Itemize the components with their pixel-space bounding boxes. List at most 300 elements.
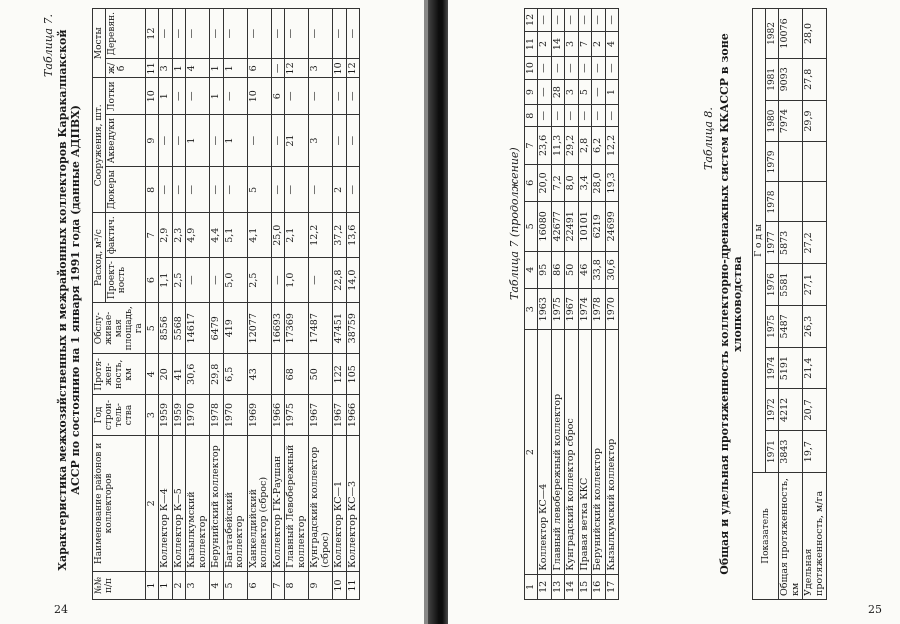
akveduki-count: —: [247, 114, 271, 166]
row-number: 13: [551, 574, 565, 599]
row-number: 14: [565, 574, 579, 599]
collector-name: Ханкелдийский коллектор (сброс): [247, 435, 271, 571]
year-cell: 1971: [766, 431, 779, 473]
column-index-cell: 7: [146, 213, 159, 258]
lotki-count: —: [551, 57, 565, 80]
served-area-ha: 42677: [551, 202, 565, 252]
akveduki-count: 28: [551, 79, 565, 104]
year-cell: 1982: [766, 9, 779, 59]
length-km: 33,8: [592, 251, 606, 288]
dukery-count: —: [309, 167, 333, 213]
flow-actual: 4,4: [210, 213, 224, 258]
length-km: 20: [159, 354, 173, 395]
lotki-count: —: [578, 57, 592, 80]
indicator-value: [803, 142, 827, 182]
bridges-wooden: —: [565, 9, 579, 32]
column-index-cell: 12: [146, 9, 159, 59]
collector-name: Кызылкумский коллектор: [605, 330, 619, 574]
row-number: 12: [538, 574, 552, 599]
served-area-ha: 14617: [186, 303, 210, 354]
served-area-ha: 10101: [578, 202, 592, 252]
flow-design: —: [271, 258, 285, 303]
akveduki-count: —: [538, 79, 552, 104]
col-structures-header: Сооружения, шт.: [93, 78, 106, 213]
indicator-value: 4212: [779, 389, 803, 431]
lotki-count: —: [309, 78, 333, 115]
table-row: [551, 9, 565, 600]
akveduki-count: —: [159, 114, 173, 166]
lotki-count: —: [333, 78, 347, 115]
collector-name: Коллектор К—4: [159, 435, 173, 571]
bridges-zhb: 12: [285, 59, 309, 78]
row-number: 9: [309, 571, 333, 599]
akveduki-count: —: [172, 114, 186, 166]
collector-name: Кызылкумский коллектор: [186, 435, 210, 571]
construction-year: 1978: [210, 395, 224, 436]
dukery-count: —: [551, 105, 565, 127]
construction-year: 1967: [309, 395, 333, 436]
table-row: [333, 9, 347, 600]
bridges-wooden: —: [578, 9, 592, 32]
column-index-cell: 4: [146, 354, 159, 395]
length-km: 86: [551, 251, 565, 288]
bridges-wooden: —: [285, 9, 309, 59]
lotki-count: —: [592, 57, 606, 80]
bridges-wooden: —: [346, 9, 360, 59]
year-cell: 1978: [766, 182, 779, 222]
table-row: [605, 9, 619, 600]
column-index-cell: 3: [146, 395, 159, 436]
length-km: [271, 354, 285, 395]
flow-design: 19,3: [605, 164, 619, 201]
collector-name: Коллектор ГК-Раушан: [271, 435, 285, 571]
flow-actual: 23,6: [538, 127, 552, 164]
indicator-value: 10076: [779, 9, 803, 59]
table-8-label: Таблица 8.: [702, 107, 715, 170]
flow-design: 22,8: [333, 258, 347, 303]
indicator-value: 27,8: [803, 58, 827, 100]
served-area-ha: 38759: [346, 303, 360, 354]
akveduki-count: —: [333, 114, 347, 166]
table-row: [186, 9, 210, 600]
dukery-count: —: [159, 167, 173, 213]
table-row: [779, 9, 803, 600]
bridges-wooden: —: [592, 9, 606, 32]
indicator-value: 28,0: [803, 9, 827, 59]
indicator-value: 5581: [779, 264, 803, 306]
length-km: 43: [247, 354, 271, 395]
indicator-value: 29,9: [803, 100, 827, 142]
row-number: 8: [285, 571, 309, 599]
length-km: 50: [309, 354, 333, 395]
dukery-count: —: [605, 105, 619, 127]
column-index-cell: 4: [525, 251, 538, 288]
indicator-value: 5873: [779, 222, 803, 264]
column-index-cell: 5: [525, 202, 538, 252]
row-number: 16: [592, 574, 606, 599]
row-number: 4: [210, 571, 224, 599]
construction-year: 1969: [247, 395, 271, 436]
flow-actual: 37,2: [333, 213, 347, 258]
construction-year: 1970: [605, 288, 619, 329]
bridges-zhb: 1: [172, 59, 186, 78]
column-index-cell: 9: [146, 114, 159, 166]
year-cell: 1979: [766, 142, 779, 182]
right-page-content: [464, 8, 884, 600]
bridges-zhb: 2: [538, 31, 552, 56]
served-area-ha: 47451: [333, 303, 347, 354]
left-page: [0, 0, 432, 624]
bridges-zhb: 6: [247, 59, 271, 78]
collector-name: Кунградский коллектор (сброс): [309, 435, 333, 571]
akveduki-count: —: [210, 114, 224, 166]
bridges-zhb: —: [271, 59, 285, 78]
length-km: 95: [538, 251, 552, 288]
flow-design: 8,0: [565, 164, 579, 201]
flow-design: 7,2: [551, 164, 565, 201]
bridges-wooden: —: [210, 9, 224, 59]
collector-name: Коллектор КС—4: [538, 330, 552, 574]
right-page: [448, 0, 900, 624]
table-row: [159, 9, 173, 600]
length-km: 30,6: [186, 354, 210, 395]
construction-year: 1967: [565, 288, 579, 329]
column-index-row-continued: [525, 9, 538, 600]
length-km: 68: [285, 354, 309, 395]
bridges-wooden: —: [271, 9, 285, 59]
akveduki-count: 1: [186, 114, 210, 166]
flow-actual: 2,8: [578, 127, 592, 164]
table-8-years-header: Г о д ы: [753, 9, 766, 473]
column-index-cell: 12: [525, 9, 538, 32]
flow-actual: 5,1: [223, 213, 247, 258]
bridges-wooden: —: [605, 9, 619, 32]
construction-year: 1959: [159, 395, 173, 436]
dukery-count: —: [271, 167, 285, 213]
left-page-content: [40, 8, 426, 600]
construction-year: 1966: [271, 395, 285, 436]
flow-actual: 25,0: [271, 213, 285, 258]
construction-year: 1975: [285, 395, 309, 436]
col-year-header: Год строи-тель-ства: [93, 395, 146, 436]
column-index-cell: 2: [146, 435, 159, 571]
year-cell: 1980: [766, 100, 779, 142]
row-number: 2: [172, 571, 186, 599]
column-index-cell: 6: [146, 258, 159, 303]
lotki-count: —: [538, 57, 552, 80]
row-number: 6: [247, 571, 271, 599]
lotki-count: 10: [247, 78, 271, 115]
col-dukery-header: Дюкеры: [106, 167, 146, 213]
construction-year: 1974: [578, 288, 592, 329]
served-area-ha: 6219: [592, 202, 606, 252]
flow-actual: 29,2: [565, 127, 579, 164]
flow-design: 3,4: [578, 164, 592, 201]
indicator-value: 9093: [779, 58, 803, 100]
flow-design: —: [309, 258, 333, 303]
table-row: [578, 9, 592, 600]
year-cell: 1977: [766, 222, 779, 264]
akveduki-count: 5: [578, 79, 592, 104]
collector-name: Коллектор К—5: [172, 435, 186, 571]
bridges-zhb: 3: [565, 31, 579, 56]
bridges-zhb: 14: [551, 31, 565, 56]
flow-actual: 2,3: [172, 213, 186, 258]
length-km: 105: [346, 354, 360, 395]
flow-actual: 4,1: [247, 213, 271, 258]
flow-actual: 11,3: [551, 127, 565, 164]
table-row: [565, 9, 579, 600]
flow-design: 2,5: [247, 258, 271, 303]
column-index-cell: 6: [525, 164, 538, 201]
bridges-wooden: —: [247, 9, 271, 59]
length-km: 46: [578, 251, 592, 288]
bridges-wooden: —: [538, 9, 552, 32]
col-flow-header: Расход, м³/с: [93, 213, 106, 303]
table-8-indicator-header: Показатель: [753, 473, 779, 600]
page-number-left: 24: [54, 603, 68, 616]
bridges-wooden: —: [159, 9, 173, 59]
dukery-count: —: [578, 105, 592, 127]
year-cell: 1974: [766, 347, 779, 389]
bridges-wooden: —: [333, 9, 347, 59]
dukery-count: —: [210, 167, 224, 213]
construction-year: 1978: [592, 288, 606, 329]
col-akveduki-header: Акведуки: [106, 114, 146, 166]
column-index-cell: 11: [525, 31, 538, 56]
length-km: 30,6: [605, 251, 619, 288]
flow-design: —: [186, 258, 210, 303]
table-7-label: Таблица 7.: [42, 14, 55, 77]
row-number: 15: [578, 574, 592, 599]
bridges-zhb: 1: [210, 59, 224, 78]
dukery-count: —: [223, 167, 247, 213]
dukery-count: —: [565, 105, 579, 127]
column-index-cell: 2: [525, 330, 538, 574]
collector-name: Главный Левобережный коллектор: [285, 435, 309, 571]
table-7-continued: [524, 8, 619, 600]
column-index-cell: 8: [146, 167, 159, 213]
akveduki-count: —: [271, 114, 285, 166]
year-cell: 1972: [766, 389, 779, 431]
indicator-value: 20,7: [803, 389, 827, 431]
column-index-cell: 1: [146, 571, 159, 599]
indicator-value: [779, 142, 803, 182]
column-index-cell: 10: [146, 78, 159, 115]
page-number-right: 25: [868, 603, 882, 616]
bridges-zhb: 1: [223, 59, 247, 78]
indicator-value: 21,4: [803, 347, 827, 389]
bridges-zhb: 12: [346, 59, 360, 78]
table-row: [210, 9, 224, 600]
table-row: [223, 9, 247, 600]
bridges-wooden: —: [551, 9, 565, 32]
bridges-wooden: —: [172, 9, 186, 59]
table-row: [538, 9, 552, 600]
length-km: 29,8: [210, 354, 224, 395]
dukery-count: —: [172, 167, 186, 213]
served-area-ha: 16693: [271, 303, 285, 354]
collector-name: Главный левобережный коллектор: [551, 330, 565, 574]
lotki-count: —: [172, 78, 186, 115]
table-7: [92, 8, 360, 600]
bridges-wooden: —: [309, 9, 333, 59]
column-index-cell: 1: [525, 574, 538, 599]
bridges-zhb: 4: [605, 31, 619, 56]
col-area-header: Обслу-живае-мая площадь, га: [93, 303, 146, 354]
construction-year: 1966: [346, 395, 360, 436]
akveduki-count: 21: [285, 114, 309, 166]
lotki-count: —: [285, 78, 309, 115]
lotki-count: —: [565, 57, 579, 80]
lotki-count: 1: [159, 78, 173, 115]
year-cell: 1976: [766, 264, 779, 306]
akveduki-count: 1: [223, 114, 247, 166]
indicator-label: Общая протяженность, км: [779, 473, 803, 600]
length-km: 6,5: [223, 354, 247, 395]
col-zhb-header: ж/б: [106, 59, 146, 78]
table-8: [752, 8, 827, 600]
table-row: [271, 9, 285, 600]
served-area-ha: 419: [223, 303, 247, 354]
served-area-ha: 24699: [605, 202, 619, 252]
year-cell: 1975: [766, 306, 779, 348]
dukery-count: —: [346, 167, 360, 213]
lotki-count: —: [605, 57, 619, 80]
row-number: 17: [605, 574, 619, 599]
column-index-cell: 5: [146, 303, 159, 354]
indicator-value: 26,3: [803, 306, 827, 348]
bridges-zhb: 3: [309, 59, 333, 78]
table-row: [309, 9, 333, 600]
row-number: 7: [271, 571, 285, 599]
flow-actual: 12,2: [605, 127, 619, 164]
indicator-value: 5487: [779, 306, 803, 348]
collector-name: Кунградский коллектор сброс: [565, 330, 579, 574]
flow-actual: 12,2: [309, 213, 333, 258]
dukery-count: —: [592, 105, 606, 127]
lotki-count: —: [186, 78, 210, 115]
bridges-wooden: —: [223, 9, 247, 59]
row-number: 11: [346, 571, 360, 599]
lotki-count: 6: [271, 78, 285, 115]
table-row: [592, 9, 606, 600]
construction-year: 1975: [551, 288, 565, 329]
table-8-title: Общая и удельная протяженность коллекторно-дренажных систем ККАССР в зоне хлопководства: [718, 33, 744, 575]
indicator-value: [803, 182, 827, 222]
collector-name: Коллектор КС—1: [333, 435, 347, 571]
col-bridges-header: Мосты: [93, 9, 106, 78]
construction-year: 1970: [186, 395, 210, 436]
akveduki-count: 3: [309, 114, 333, 166]
column-index-row: [146, 9, 159, 600]
served-area-ha: 6479: [210, 303, 224, 354]
row-number: 1: [159, 571, 173, 599]
construction-year: 1959: [172, 395, 186, 436]
bridges-zhb: 3: [159, 59, 173, 78]
collector-name: Берунийский коллектор: [210, 435, 224, 571]
bridges-zhb: 4: [186, 59, 210, 78]
akveduki-count: 3: [565, 79, 579, 104]
flow-actual: 13,6: [346, 213, 360, 258]
dukery-count: 5: [247, 167, 271, 213]
table-row: [285, 9, 309, 600]
indicator-value: 3843: [779, 431, 803, 473]
indicator-value: 7974: [779, 100, 803, 142]
col-flow-actual-header: фактич.: [106, 213, 146, 258]
collector-name: Берунийский коллектор: [592, 330, 606, 574]
flow-actual: 2,1: [285, 213, 309, 258]
table-row: [346, 9, 360, 600]
bridges-zhb: 7: [578, 31, 592, 56]
indicator-value: 5191: [779, 347, 803, 389]
akveduki-count: 1: [605, 79, 619, 104]
bridges-zhb: 2: [592, 31, 606, 56]
flow-design: 1,0: [285, 258, 309, 303]
length-km: 50: [565, 251, 579, 288]
col-lotki-header: Лотки: [106, 78, 146, 115]
column-index-cell: 9: [525, 79, 538, 104]
flow-design: 28,0: [592, 164, 606, 201]
row-number: 10: [333, 571, 347, 599]
akveduki-count: —: [592, 79, 606, 104]
table-7-continuation-label: Таблица 7 (продолжение): [508, 147, 521, 300]
served-area-ha: 8556: [159, 303, 173, 354]
dukery-count: —: [186, 167, 210, 213]
flow-design: —: [210, 258, 224, 303]
col-flow-design-header: Проект-ность: [106, 258, 146, 303]
row-number: 5: [223, 571, 247, 599]
column-index-cell: 7: [525, 127, 538, 164]
length-km: 122: [333, 354, 347, 395]
col-derev-header: Деревян.: [106, 9, 146, 59]
column-index-cell: 3: [525, 288, 538, 329]
flow-actual: 4,9: [186, 213, 210, 258]
col-num-header: №№ п/п: [93, 571, 146, 599]
lotki-count: —: [223, 78, 247, 115]
length-km: 41: [172, 354, 186, 395]
construction-year: 1967: [333, 395, 347, 436]
lotki-count: —: [346, 78, 360, 115]
served-area-ha: 17369: [285, 303, 309, 354]
table-row: [247, 9, 271, 600]
served-area-ha: 5568: [172, 303, 186, 354]
flow-design: 5,0: [223, 258, 247, 303]
table-row: [803, 9, 827, 600]
dukery-count: 2: [333, 167, 347, 213]
flow-actual: 6,2: [592, 127, 606, 164]
served-area-ha: 12077: [247, 303, 271, 354]
dukery-count: —: [285, 167, 309, 213]
column-index-cell: 8: [525, 105, 538, 127]
table-row: [172, 9, 186, 600]
construction-year: 1963: [538, 288, 552, 329]
indicator-label: Удельная протяженность, м/га: [803, 473, 827, 600]
lotki-count: 1: [210, 78, 224, 115]
column-index-cell: 10: [525, 57, 538, 80]
flow-actual: 2,9: [159, 213, 173, 258]
collector-name: Коллектор КС—3: [346, 435, 360, 571]
flow-design: 2,5: [172, 258, 186, 303]
construction-year: 1970: [223, 395, 247, 436]
table-7-title: Характеристика межхозяйственных и межрайонных коллекторов Каракалпакской АССР по состоянию на 1 января 1991 года (данные АДПВХ): [56, 29, 82, 571]
served-area-ha: 17487: [309, 303, 333, 354]
col-name-header: Наименование районов и коллекторов: [93, 435, 146, 571]
dukery-count: —: [538, 105, 552, 127]
row-number: 3: [186, 571, 210, 599]
bridges-zhb: 10: [333, 59, 347, 78]
col-length-header: Протя-жен-ность, км: [93, 354, 146, 395]
